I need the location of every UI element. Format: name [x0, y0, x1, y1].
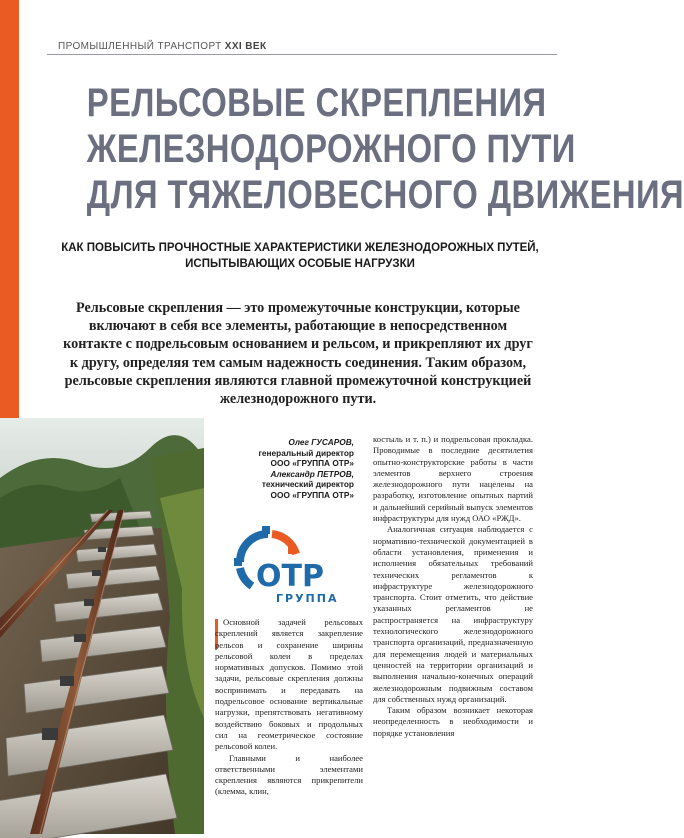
- column-1: [215, 617, 363, 798]
- paragraph: Основной задачей рельсовых скреплений является закрепление рельсов и сохранение ширины рельсовой колеи в пределах нормативных допусков. Помимо этой задачи, рельсовые скрепления должны воспринимать и передавать на подрельсовое основание вертикальные нагрузки, препятствовать негативному воздействию боковых и продольных сил на геометрическое состояние рельсовой колеи.: [215, 617, 363, 752]
- authors-block: [220, 437, 354, 501]
- column-2: [373, 434, 533, 739]
- author-role: технический директор: [261, 479, 354, 490]
- author-name: Александр ПЕТРОВ,: [270, 468, 354, 479]
- paragraph: костыль и т. п.) и подрельсовая прокладка. Проводимые в последние десятилетия опытно-конструкторские работы в части элементов верхнего строения железнодорожного пути нацелены на разработку, изготовление опытных партий и дальнейший серийный выпуск элементов инфраструктуры для нужд ОАО «РЖД».: [373, 434, 533, 524]
- subtitle-line: ИСПЫТЫВАЮЩИХ ОСОБЫЕ НАГРУЗКИ: [185, 258, 415, 270]
- logo-main-text: ОТР: [256, 559, 324, 594]
- header-rule: [47, 54, 557, 55]
- running-head-prefix: ПРОМЫШЛЕННЫЙ ТРАНСПОРТ: [58, 41, 222, 52]
- accent-bar: [0, 0, 19, 418]
- running-head: [58, 41, 266, 52]
- subtitle-line: КАК ПОВЫСИТЬ ПРОЧНОСТНЫЕ ХАРАКТЕРИСТИКИ ЖЕЛЕЗНОДОРОЖНЫХ ПУТЕЙ,: [61, 242, 539, 254]
- running-head-suffix: XXI ВЕК: [224, 41, 267, 52]
- author-org: ООО «ГРУППА ОТР»: [270, 489, 354, 500]
- author-name: Олег ГУСАРОВ,: [288, 437, 354, 447]
- paragraph: Таким образом возникает некоторая неопределенность в необходимости и порядке установления: [373, 705, 533, 738]
- article-lead: Рельсовые скрепления — это промежуточные конструкции, которые включают в себя все элементы, работающие в непосредственном контакте с подрельсовым основанием и рельсом, и прикрепляют их друг к другу, определяя тем самым надежность соединения. Таким образом, рельсовые скрепления являются главной промежуточной конструкцией железнодорожного пути.: [63, 300, 533, 408]
- paragraph: Главными и наиболее ответственными элементами скрепления являются прикрепители (клемма, клин,: [215, 752, 363, 797]
- title-line: ЖЕЛЕЗНОДОРОЖНОГО ПУТИ: [86, 127, 576, 171]
- paragraph: Аналогичная ситуация наблюдается с нормативно-технической документацией в области установления, применения и исполнения обязательных требований технических регламентов к инфраструктуре железнодорожного транспорта. Стоит отметить, что действие указанных регламентов не распространяется на инфраструктуру технологического железнодорожного транспорта организаций, предназначенную для перемещения людей и материальных ценностей на территории организаций и выполнения начально-конечных операций железнодорожным подвижным составом для собственных нужд организаций.: [373, 524, 533, 704]
- otr-group-logo: [230, 524, 354, 614]
- author-org: ООО «ГРУППА ОТР»: [270, 458, 354, 469]
- article-title: [86, 80, 684, 218]
- title-line: РЕЛЬСОВЫЕ СКРЕПЛЕНИЯ: [86, 81, 547, 125]
- railway-photo: [0, 418, 204, 834]
- logo-sub-text: ГРУППА: [276, 592, 339, 605]
- author-role: генеральный директор: [258, 447, 354, 458]
- title-line: ДЛЯ ТЯЖЕЛОВЕСНОГО ДВИЖЕНИЯ: [86, 173, 684, 217]
- article-subtitle: [60, 240, 540, 272]
